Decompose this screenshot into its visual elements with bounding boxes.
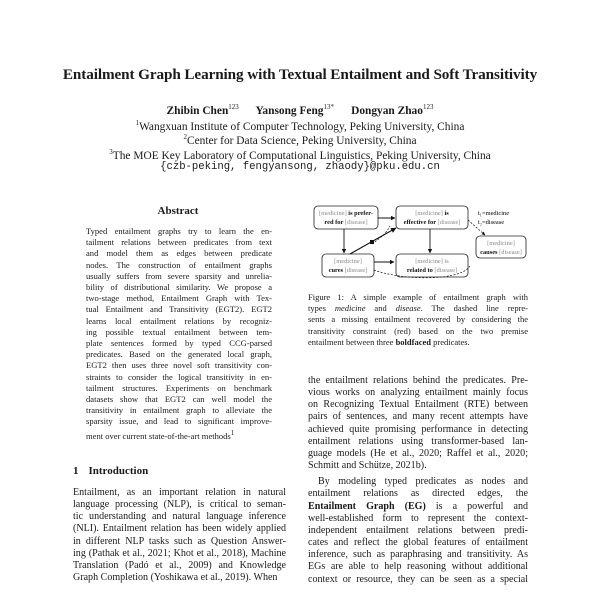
- body-line: context or resource, they can be seen as a special: [308, 573, 528, 585]
- abstract-line: bility of distributional similarity. We propose a: [86, 282, 272, 293]
- legend-type-1: t₁=medicine: [478, 210, 510, 217]
- section-title: Introduction: [88, 465, 149, 477]
- introduction-body: [73, 487, 286, 584]
- body-line: well-established form to represent the context-: [308, 512, 528, 524]
- constraint-marker: [370, 240, 374, 244]
- author-name: Yansong Feng: [255, 104, 324, 117]
- node-text: [medicine]: [487, 240, 515, 247]
- body-line: entailment relations using transformer-based lan-: [308, 435, 528, 447]
- body-line: By modeling typed predicates as nodes and: [318, 476, 528, 488]
- abstract-line: straints to consider the logical transitivity in en-: [86, 371, 272, 382]
- abstract-line: nodes. The construction of entailment graphs: [86, 259, 272, 270]
- body-line: achieved quite promising performance in detecting: [308, 423, 528, 435]
- body-line: Graph Completion (Yoshikawa et al., 2019). When: [73, 572, 278, 584]
- abstract-line: tailment relations between predicates from text: [86, 237, 272, 248]
- body-line: ing (Pathak et al., 2021; Khot et al., 2018), Machine: [73, 547, 286, 559]
- abstract-line: plate sentences formed by typed CCG-parsed: [86, 338, 272, 349]
- abstract-line: Typed entailment graphs try to learn the en-: [86, 226, 272, 236]
- abstract-line: transitivity in entailment graph to alleviate the: [86, 405, 272, 416]
- abstract-line: datasets show that EGT2 can well model the: [86, 394, 272, 405]
- entailment-graph-figure: [310, 204, 530, 282]
- abstract-line: and model them as edges between predicate: [86, 248, 272, 259]
- author-sup: 13*: [323, 103, 334, 111]
- body-line: independent entailment relations between predi-: [308, 524, 528, 536]
- abstract-line: tailment structures. Experiments on benchmark: [86, 382, 272, 393]
- body-line: the entailment relations behind the predicates. Pre-: [308, 375, 528, 386]
- body-line: guage models (He et al., 2020; Raffel et al., 2020;: [308, 447, 528, 459]
- body-line: inference, such as paraphrasing and transitivity. As: [308, 549, 528, 561]
- section-heading: [73, 465, 148, 477]
- body-line: on Recognizing Textual Entailment (RTE) between: [308, 399, 528, 411]
- paper-title: Entailment Graph Learning with Textual Entailment and Soft Transitivity: [62, 66, 538, 83]
- body-line: (NLI). Entailment relation has been widely applied: [73, 523, 286, 535]
- node-text: related to [disease]: [406, 267, 458, 274]
- body-line: vious works on analyzing entailment mainly focus: [308, 387, 528, 399]
- body-line: Entailment, as an important relation in natural: [73, 487, 286, 498]
- caption-line: sents a missing entailment recovered by considering the: [308, 314, 528, 325]
- right-column-body: [308, 375, 528, 586]
- body-line: EGs are able to help reasoning without additional: [308, 561, 528, 573]
- figure-caption: [308, 292, 528, 348]
- author-sup: 123: [228, 103, 239, 111]
- caption-line: types medicine and disease. The dashed line repre-: [308, 303, 529, 314]
- body-line: Translation (Padó et al., 2009) and Knowledge: [73, 559, 286, 571]
- paragraph: [308, 476, 528, 585]
- abstract-line: sparsity issue, and lead to significant improve-: [86, 416, 272, 427]
- caption-line: transitivity constraint (red) based on the two premise: [308, 325, 528, 336]
- body-line: pairs of sentences, and many recent attempts have: [308, 411, 528, 423]
- body-line: tic understanding and natural language inference: [73, 511, 286, 523]
- abstract-line: EGT2 then uses three novel soft transitivity con-: [86, 360, 272, 371]
- node-text: [medicine] is: [415, 258, 449, 265]
- abstract-line: learns local entailment relations by recogniz-: [86, 315, 272, 326]
- abstract-line: ing possible textual entailment between tem-: [86, 326, 272, 337]
- node-text: [medicine]: [334, 258, 362, 265]
- abstract-line: ment over current state-of-the-art methods$^1$: [86, 428, 235, 441]
- node-text: [medicine] is prefer-: [319, 210, 373, 217]
- footnote-mark: 1: [230, 428, 235, 437]
- author-email: {czb-peking, fengyansong, zhaody}@pku.edu.cn: [160, 161, 440, 173]
- node-text: cures [disease]: [328, 267, 368, 274]
- body-line: Schmitt and Schütze, 2021b).: [308, 460, 427, 472]
- legend-type-2: t₂=disease: [478, 219, 505, 226]
- author-sup: 123: [422, 103, 434, 111]
- abstract-line: usually suffers from severe sparsity and unrelia-: [86, 270, 272, 281]
- abstract-line: predicates. Based on the generated local graph,: [86, 349, 272, 360]
- body-line: entailment relations as directed edges, the: [308, 488, 528, 500]
- author-name: Zhibin Chen: [166, 104, 229, 117]
- affiliation-1: $^1$Wangxuan Institute of Computer Technology, Peking University, China: [135, 119, 465, 133]
- node-text: red for [disease]: [324, 219, 368, 226]
- abstract-heading: Abstract: [157, 205, 199, 217]
- abstract-body: [86, 226, 272, 442]
- node-text: [medicine] is: [415, 210, 449, 217]
- caption-line: entailment between three boldfaced predicates.: [308, 336, 470, 347]
- body-line: in different NLP tasks such as Question Answer-: [73, 535, 286, 547]
- section-number: 1: [73, 465, 79, 477]
- affiliation-3: $^3$The MOE Key Laboratory of Computational Linguistics, Peking University, China: [109, 148, 491, 162]
- body-line: language processing (NLP), is critical to seman-: [73, 499, 286, 511]
- node-text: effective for [disease]: [403, 219, 461, 226]
- body-line: Entailment Graph (EG) is a powerful and: [308, 500, 528, 512]
- affiliation-2: $^2$Center for Data Science, Peking University, China: [183, 133, 417, 147]
- paragraph: [308, 375, 528, 472]
- abstract-line: tual Entailment and Transitivity (EGT2). EGT2: [86, 304, 272, 315]
- abstract-line: two-stage method, Entailment Graph with Tex-: [86, 293, 272, 304]
- author-name: Dongyan Zhao: [351, 104, 423, 117]
- body-line: cates and reflect the global features of entailment: [308, 537, 528, 549]
- caption-line: Figure 1: A simple example of entailment graph with: [308, 292, 528, 302]
- node-text: causes [disease]: [480, 249, 522, 256]
